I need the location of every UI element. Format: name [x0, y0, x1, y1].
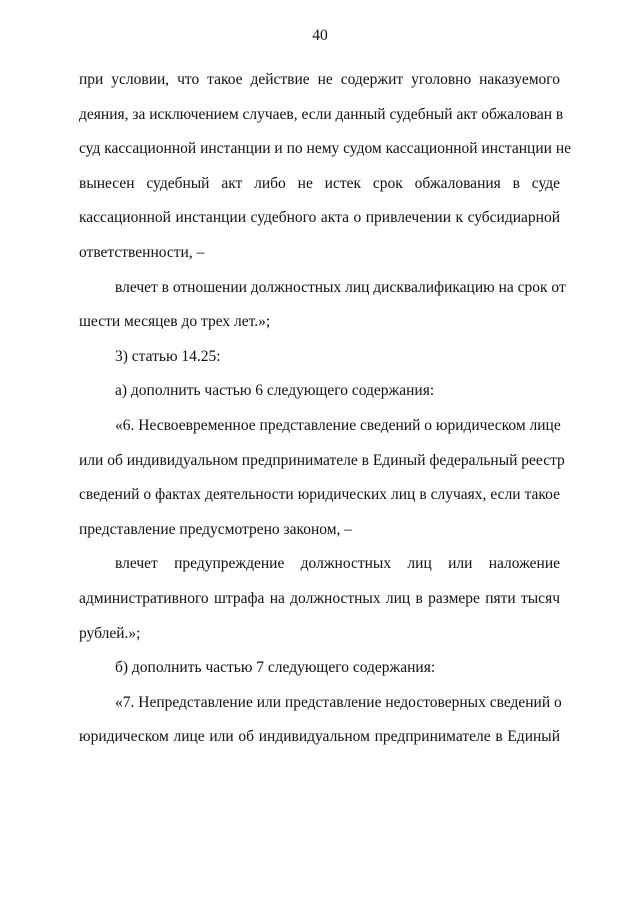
- text-line: суд кассационной инстанции и по нему судом кассационной инстанции не: [79, 140, 571, 158]
- text-line: шести месяцев до трех лет.»;: [79, 313, 271, 331]
- text-line: ответственности, –: [79, 243, 205, 261]
- document-body: [79, 63, 571, 755]
- page-number: 40: [312, 27, 328, 44]
- text-line: деяния, за исключением случаев, если данный судебный акт обжалован в: [79, 105, 564, 123]
- text-line: «6. Несвоевременное представление сведений о юридическом лице: [115, 416, 561, 434]
- text-line: б) дополнить частью 7 следующего содержания:: [115, 659, 436, 677]
- text-line: или об индивидуальном предпринимателе в Единый федеральный реестр: [79, 451, 565, 469]
- text-line: сведений о фактах деятельности юридических лиц в случаях, если такое: [79, 486, 560, 504]
- text-line: 3) статью 14.25:: [115, 347, 221, 365]
- text-line: влечет в отношении должностных лиц дисквалификацию на срок от: [115, 278, 566, 296]
- text-line: административного штрафа на должностных лиц в размере пяти тысяч: [79, 589, 560, 607]
- text-line: юридическом лице или об индивидуальном предпринимателе в Единый: [79, 728, 560, 746]
- text-line: представление предусмотрено законом, –: [79, 520, 353, 538]
- text-line: кассационной инстанции судебного акта о привлечении к субсидиарной: [79, 209, 560, 227]
- text-line: при условии, что такое действие не содержит уголовно наказуемого: [79, 71, 560, 88]
- text-line: вынесен судебный акт либо не истек срок обжалования в суде: [79, 174, 560, 192]
- text-line: а) дополнить частью 6 следующего содержания:: [115, 382, 435, 400]
- text-line: влечет предупреждение должностных лиц или наложение: [115, 555, 560, 573]
- text-line: «7. Непредставление или представление недостоверных сведений о: [115, 693, 562, 711]
- text-line: рублей.»;: [79, 624, 141, 642]
